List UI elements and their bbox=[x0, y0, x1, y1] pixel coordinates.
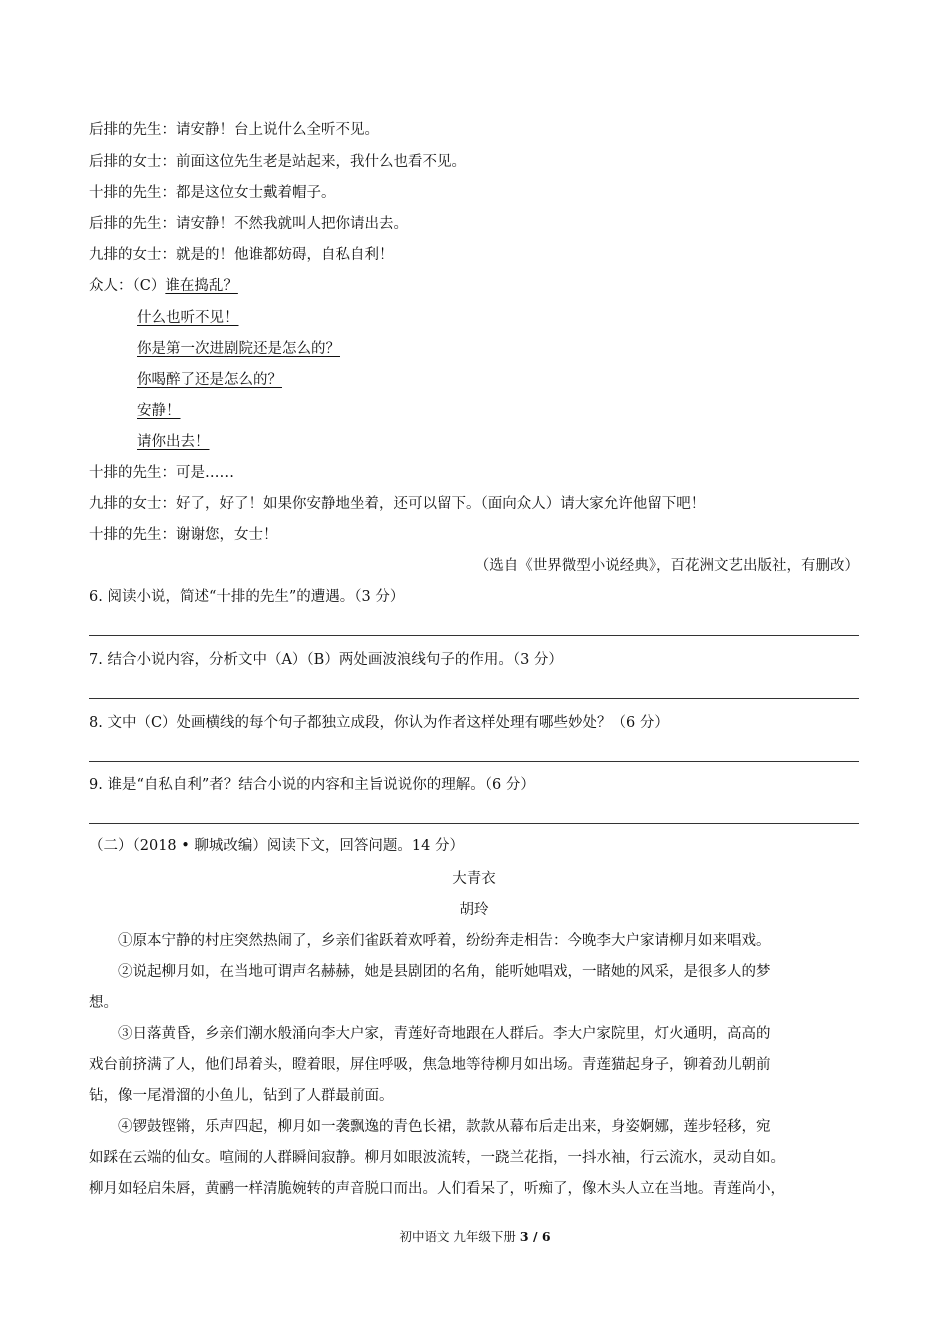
paragraph-line: 柳月如轻启朱唇，黄鹂一样清脆婉转的声音脱口而出。人们看呆了，听痴了，像木头人立在当地。青莲尚小， bbox=[89, 1181, 785, 1197]
crowd-underlined-sentence: 谁在捣乱？ bbox=[165, 278, 238, 294]
answer-line[interactable] bbox=[89, 635, 859, 636]
crowd-line bbox=[137, 339, 907, 359]
crowd-line bbox=[137, 308, 907, 328]
dialogue-line: 九排的女士：好了，好了！如果你安静地坐着，还可以留下。（面向众人）请大家允许他留下吧！ bbox=[89, 496, 706, 512]
answer-line[interactable] bbox=[89, 761, 859, 762]
answer-line[interactable] bbox=[89, 823, 859, 824]
crowd-underlined-sentence: 请你出去！ bbox=[137, 434, 210, 450]
paragraph-line: ②说起柳月如，在当地可谓声名赫赫，她是县剧团的名角，能听她唱戏，一睹她的风采，是很多人的梦 bbox=[118, 964, 771, 980]
article-author: 胡玲 bbox=[459, 902, 489, 918]
article-title: 大青衣 bbox=[452, 871, 496, 887]
crowd-line bbox=[89, 276, 859, 296]
dialogue-line: 十排的先生：都是这位女士戴着帽子。 bbox=[89, 185, 336, 201]
question-7: 7. 结合小说内容，分析文中（A）（B）两处画波浪线句子的作用。（3 分） bbox=[89, 652, 563, 668]
crowd-line bbox=[137, 370, 907, 390]
dialogue-line: 后排的先生：请安静！不然我就叫人把你请出去。 bbox=[89, 216, 408, 232]
paragraph-line: 想。 bbox=[89, 995, 118, 1011]
paragraph-line: ③日落黄昏，乡亲们潮水般涌向李大户家，青莲好奇地跟在人群后。李大户家院里，灯火通明，高高的 bbox=[118, 1026, 771, 1042]
section-heading: （二）（2018 • 聊城改编）阅读下文，回答问题。14 分） bbox=[89, 838, 464, 854]
dialogue-line: 后排的女士：前面这位先生老是站起来，我什么也看不见。 bbox=[89, 154, 466, 170]
question-9: 9. 谁是“自私自利”者？结合小说的内容和主旨说说你的理解。（6 分） bbox=[89, 777, 535, 793]
crowd-underlined-sentence: 什么也听不见！ bbox=[137, 310, 239, 326]
crowd-underlined-sentence: 安静！ bbox=[137, 403, 181, 419]
crowd-underlined-sentence: 你是第一次进剧院还是怎么的？ bbox=[137, 341, 340, 357]
page-number: 3 / 6 bbox=[519, 1229, 551, 1244]
dialogue-line: 十排的先生：可是…… bbox=[89, 465, 234, 481]
paragraph-line: 如踩在云端的仙女。喧闹的人群瞬间寂静。柳月如眼波流转，一跷兰花指，一抖水袖，行云流水，灵动自如。 bbox=[89, 1150, 785, 1166]
paragraph-line: ④锣鼓铿锵，乐声四起，柳月如一袭飘逸的青色长裙，款款从幕布后走出来，身姿婀娜，莲步轻移，宛 bbox=[118, 1119, 771, 1135]
question-8: 8. 文中（C）处画横线的每个句子都独立成段，你认为作者这样处理有哪些妙处？（6 分） bbox=[89, 715, 669, 731]
crowd-prefix: 众人：（C） bbox=[89, 278, 166, 294]
paragraph-line: 钻，像一尾滑溜的小鱼儿，钻到了人群最前面。 bbox=[89, 1088, 394, 1104]
crowd-underlined-sentence: 你喝醉了还是怎么的？ bbox=[137, 372, 282, 388]
dialogue-line: 九排的女士：就是的！他谁都妨碍，自私自利！ bbox=[89, 247, 394, 263]
paragraph-line: 戏台前挤满了人，他们昂着头，瞪着眼，屏住呼吸，焦急地等待柳月如出场。青莲猫起身子，铆着劲儿朝前 bbox=[89, 1057, 771, 1073]
dialogue-line: 十排的先生：谢谢您，女士！ bbox=[89, 527, 278, 543]
crowd-line bbox=[137, 401, 907, 421]
source-citation: （选自《世界微型小说经典》，百花洲文艺出版社，有删改） bbox=[474, 558, 859, 574]
page-footer bbox=[0, 1228, 950, 1246]
dialogue-line: 后排的先生：请安静！台上说什么全听不见。 bbox=[89, 122, 379, 138]
crowd-line bbox=[137, 432, 907, 452]
question-6: 6. 阅读小说，简述“十排的先生”的遭遇。（3 分） bbox=[89, 589, 405, 605]
answer-line[interactable] bbox=[89, 698, 859, 699]
footer-text: 初中语文 九年级下册 bbox=[399, 1229, 520, 1244]
paragraph-line: ①原本宁静的村庄突然热闹了，乡亲们雀跃着欢呼着，纷纷奔走相告：今晚李大户家请柳月如来唱戏。 bbox=[118, 933, 771, 949]
